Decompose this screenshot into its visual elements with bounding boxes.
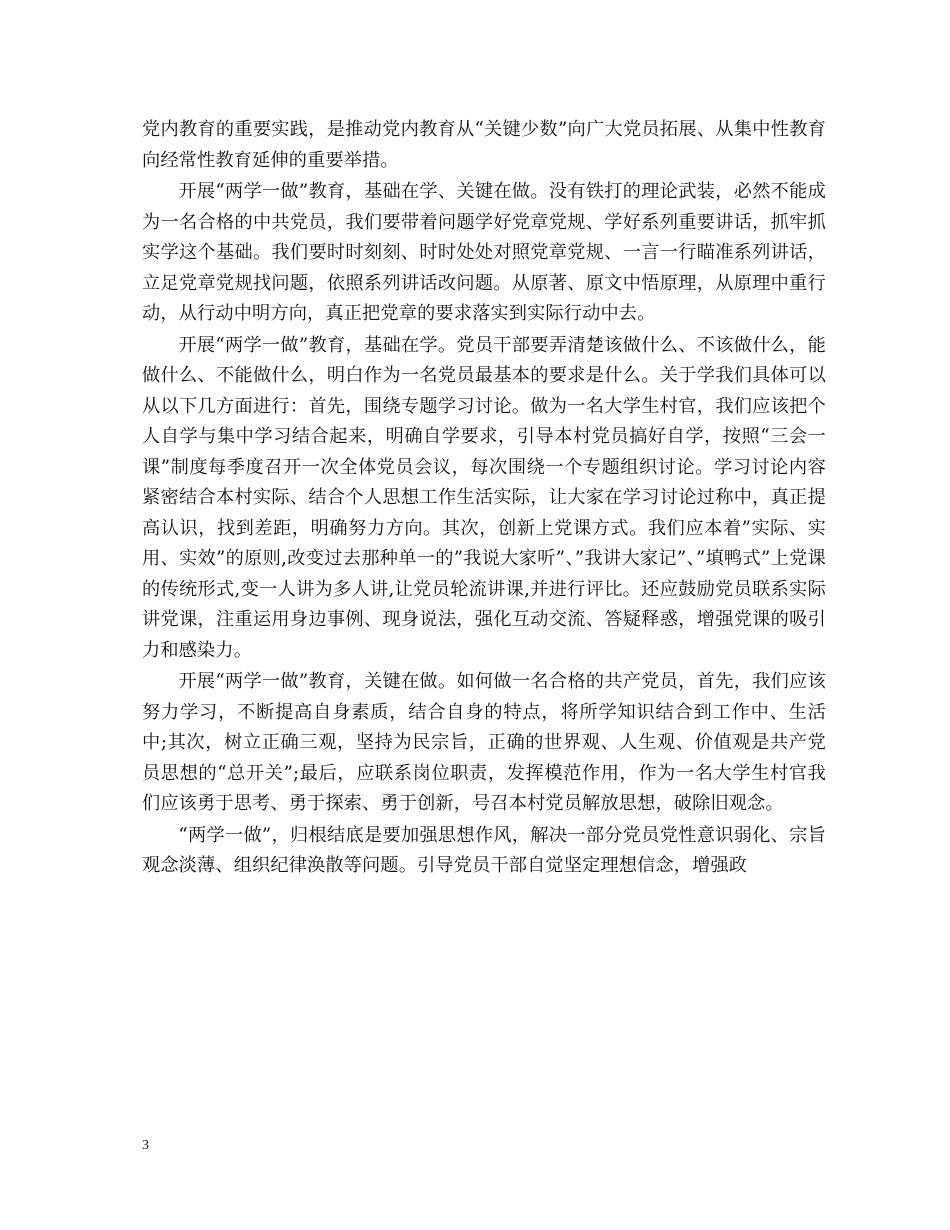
document-body [142,115,826,882]
paragraph-key-in-action: 开展“两学一做”教育，关键在做。如何做一名合格的共产党员，首先，我们应该努力学习，不断提高自身素质，结合自身的特点，将所学知识结合到工作中、生活中;其次，树立正确三观，坚持为民宗旨，正确的世界观、人生观、价值观是共产党员思想的“总开关”;最后，应联系岗位职责，发挥模范作用，作为一名大学生村官我们应该勇于思考、勇于探索、勇于创新，号召本村党员解放思想，破除旧观念。 [142,671,826,814]
paragraph-continuation: 党内教育的重要实践，是推动党内教育从“关键少数”向广大党员拓展、从集中性教育向经常性教育延伸的重要举措。 [142,119,826,171]
paragraph-study-and-act: 开展“两学一做”教育，基础在学、关键在做。没有铁打的理论武装，必然不能成为一名合格的中共党员，我们要带着问题学好党章党规、学好系列重要讲话，抓牢抓实学这个基础。我们要时时刻刻、时时处处对照党章党规、一言一行瞄准系列讲话，立足党章党规找问题，依照系列讲话改问题。从原著、原文中悟原理，从原理中重行动，从行动中明方向，真正把党章的要求落实到实际行动中去。 [142,181,826,324]
paragraph-foundation-in-study: 开展“两学一做”教育，基础在学。党员干部要弄清楚该做什么、不该做什么，能做什么、不能做什么，明白作为一名党员最基本的要求是什么。关于学我们具体可以从以下几方面进行：首先，围绕专题学习讨论。做为一名大学生村官，我们应该把个人自学与集中学习结合起来，明确自学要求，引导本村党员搞好自学，按照“三会一课”制度每季度召开一次全体党员会议，每次围绕一个专题组织讨论。学习讨论内容紧密结合本村实际、结合个人思想工作生活实际，让大家在学习讨论过称中，真正提高认识，找到差距，明确努力方向。其次，创新上党课方式。我们应本着”实际、实用、实效”的原则,改变过去那种单一的”我说大家听”、”我讲大家记”、”填鸭式”上党课的传统形式,变一人讲为多人讲,让党员轮流讲课,并进行评比。还应鼓励党员联系实际讲党课，注重运用身边事例、现身说法，强化互动交流、答疑释惑，增强党课的吸引力和感染力。 [142,334,826,661]
page-number: 3 [142,1138,149,1153]
paragraph-conclusion: “两学一做”，归根结底是要加强思想作风，解决一部分党员党性意识弱化、宗旨观念淡薄、组织纪律涣散等问题。引导党员干部自觉坚定理想信念，增强政 [142,824,826,876]
